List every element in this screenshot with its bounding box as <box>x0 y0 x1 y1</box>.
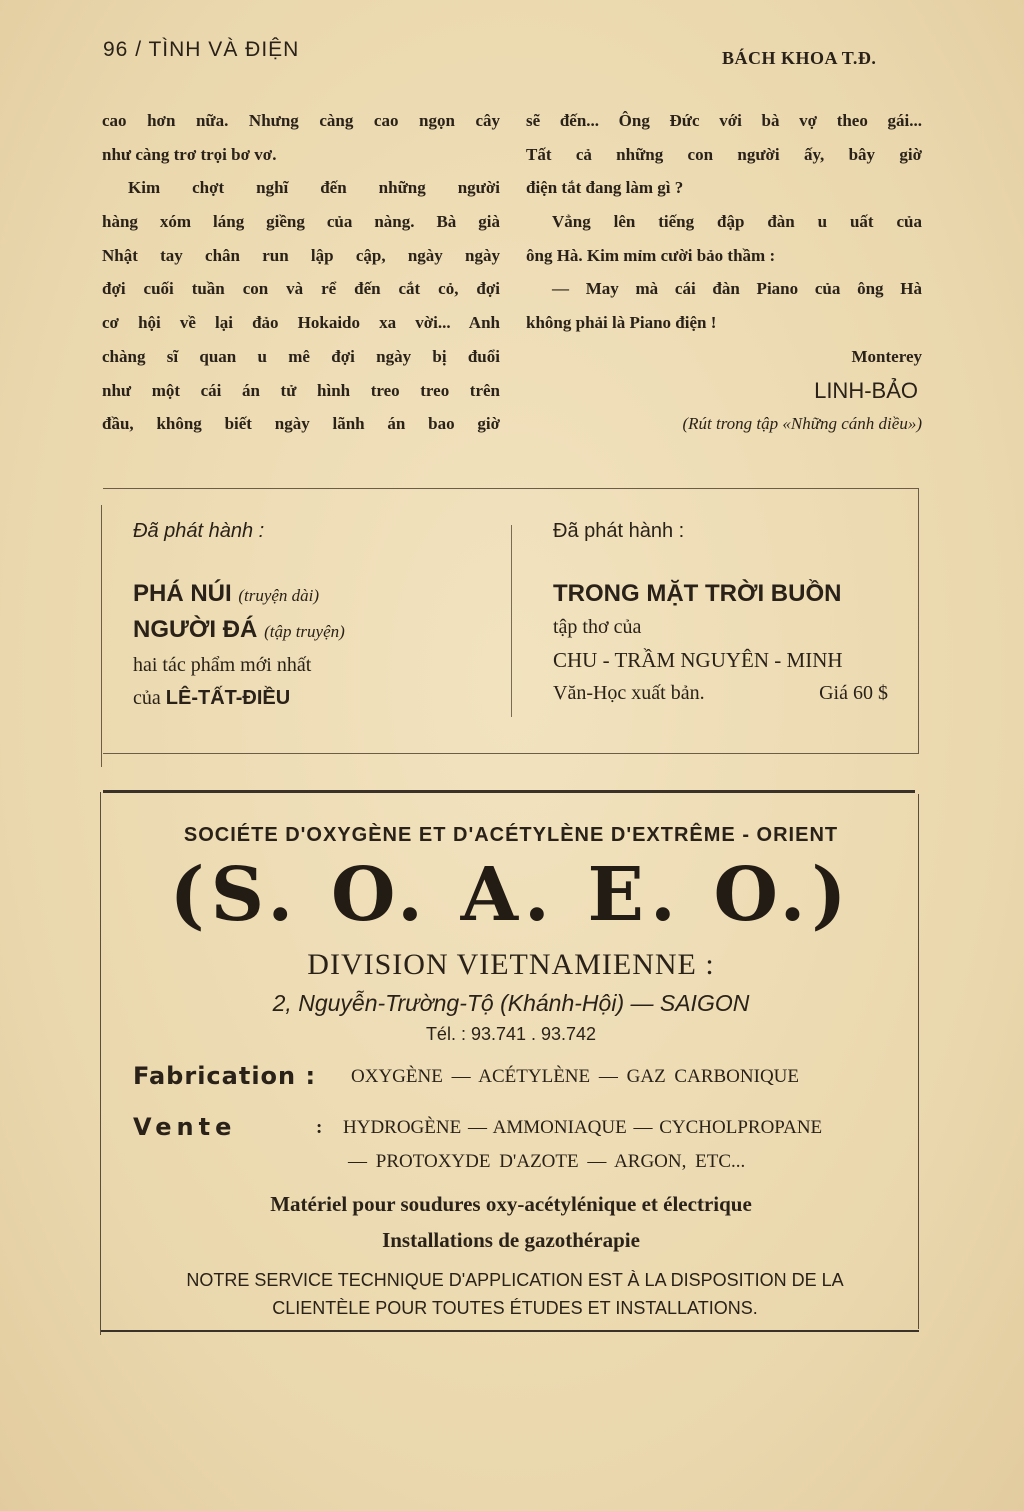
text-line: Kim chợt nghĩ đến những người <box>128 178 500 198</box>
text-line: như một cái án tử hình treo treo trên <box>102 380 500 400</box>
vente-label: Vente <box>133 1113 237 1141</box>
text-line: Tất cả những con người ấy, bây giờ <box>526 144 922 164</box>
book-title <box>133 613 345 649</box>
announcement-label: Đã phát hành : <box>553 520 685 542</box>
book-title <box>133 577 345 613</box>
book-title-text: NGƯỜI ĐÁ <box>133 616 258 643</box>
company-address: 2, Nguyễn-Trường-Tộ (Khánh-Hội) — SAIGON <box>272 990 750 1016</box>
vente-colon: : <box>316 1117 323 1138</box>
text-line: điện tắt đang làm gì ? <box>526 178 684 198</box>
publisher-line <box>553 677 888 710</box>
book-genre: (truyện dài) <box>238 586 320 605</box>
text-line: chàng sĩ quan u mê đợi ngày bị đuổi <box>102 346 500 366</box>
article-column-right <box>526 104 922 441</box>
book-announcement-left <box>133 520 345 715</box>
divider <box>511 525 512 717</box>
text-line: không phải là Piano điện ! <box>526 313 717 333</box>
company-telephone: Tél. : 93.741 . 93.742 <box>425 1024 597 1044</box>
page-number-and-section: 96 / TÌNH VÀ ĐIỆN <box>103 38 300 61</box>
announcement-label: Đã phát hành : <box>133 520 265 542</box>
text-line: cơ hội về lại đảo Hokaido xa vời... Anh <box>102 313 500 333</box>
announcement-text: tập thơ của <box>553 616 642 638</box>
text-line: Vẳng lên tiếng đập đàn u uất của <box>552 212 922 232</box>
divider <box>103 753 919 754</box>
text-line: ông Hà. Kim mỉm cười bảo thầm : <box>526 245 776 265</box>
text-line: — May mà cái đàn Piano của ông Hà <box>552 279 922 299</box>
place-name: Monterey <box>851 346 922 366</box>
book-genre: (tập truyện) <box>264 622 345 641</box>
announcement-text: của <box>133 687 161 709</box>
author-name: LINH-BẢO <box>814 377 918 403</box>
divider <box>103 790 915 793</box>
divider <box>100 792 101 1335</box>
price: Giá 60 $ <box>819 682 888 704</box>
vente-products: HYDROGÈNE — AMMONIAQUE — CYCHOLPROPANE <box>343 1117 823 1138</box>
book-author: CHU - TRẦM NGUYÊN - MINH <box>553 648 843 672</box>
book-announcement-right <box>553 520 888 710</box>
text-line: Nhật tay chân run lập cập, ngày ngày <box>102 245 500 265</box>
book-title-text: PHÁ NÚI <box>133 580 232 607</box>
text-line: đầu, không biết ngày lãnh án bao giờ <box>102 414 500 434</box>
book-title: TRONG MẶT TRỜI BUỒN <box>553 580 842 607</box>
company-name: SOCIÉTE D'OXYGÈNE ET D'ACÉTYLÈNE D'EXTRÊME - ORIENT <box>183 824 839 846</box>
vente-products: — PROTOXYDE D'AZOTE — ARGON, ETC... <box>348 1151 746 1172</box>
divider <box>918 794 919 1329</box>
equipment-line: Matériel pour soudures oxy-acétylénique et électrique <box>270 1192 752 1216</box>
publisher: Văn-Học xuất bản. <box>553 682 705 704</box>
article-column-left <box>102 104 500 441</box>
text-line: sẽ đến... Ông Đức với bà vợ theo gái... <box>526 111 922 130</box>
divider <box>918 488 919 754</box>
text-line: hàng xóm láng giềng của nàng. Bà già <box>102 212 500 232</box>
text-line: cao hơn nữa. Nhưng càng cao ngọn cây <box>102 111 500 130</box>
company-abbreviation: (S. O. A. E. O.) <box>169 852 853 938</box>
text-line: như càng trơ trọi bơ vơ. <box>102 144 277 164</box>
fabrication-label: Fabrication : <box>133 1062 317 1090</box>
service-note: NOTRE SERVICE TECHNIQUE D'APPLICATION EST À LA DISPOSITION DE LA CLIENTÈLE POUR TOUTES ÉTUDES ET INSTALLATIONS. <box>186 1270 844 1318</box>
installations-line: Installations de gazothérapie <box>382 1228 640 1252</box>
divider <box>103 488 919 489</box>
divider <box>101 1330 919 1332</box>
text-line: đợi cuối tuần con và rể đến cắt cỏ, đợi <box>102 279 500 299</box>
divider <box>101 505 102 767</box>
announcement-text: hai tác phẩm mới nhất <box>133 654 312 676</box>
source-note: (Rút trong tập «Những cánh diều») <box>682 414 922 434</box>
book-author: LÊ-TẤT-ĐIỀU <box>165 687 291 709</box>
magazine-title: BÁCH KHOA T.Đ. <box>722 48 877 68</box>
announcement-author-line <box>133 682 345 715</box>
division-heading: DIVISION VIETNAMIENNE : <box>307 948 715 981</box>
fabrication-products: OXYGÈNE — ACÉTYLÈNE — GAZ CARBONIQUE <box>351 1066 799 1087</box>
